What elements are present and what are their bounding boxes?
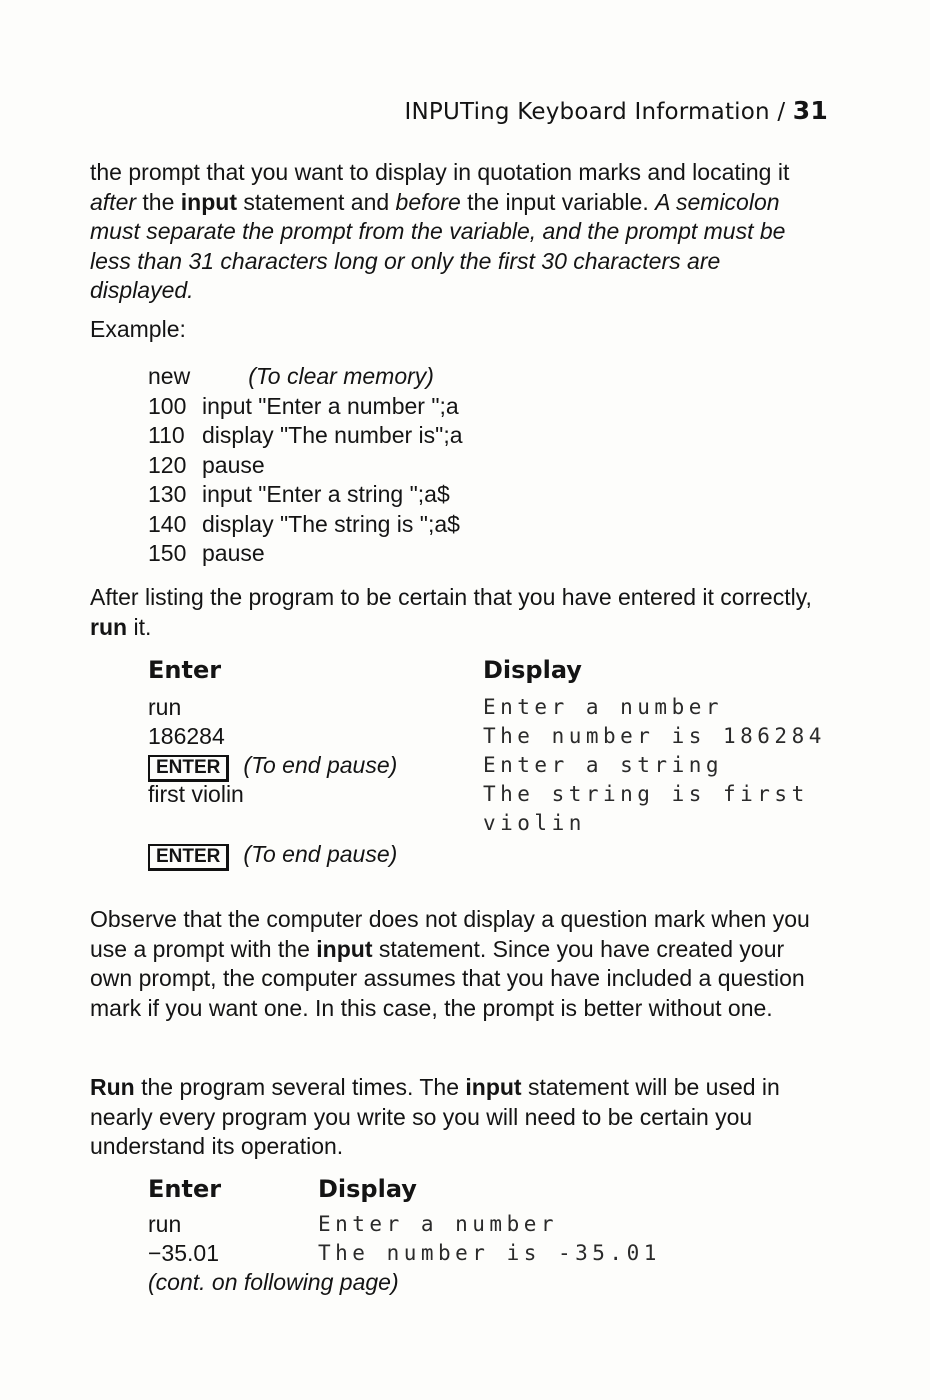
paragraph-run-program: After listing the program to be certain that you have entered it correctly, run it. xyxy=(90,584,812,640)
enter-column-header: Enter xyxy=(148,656,222,684)
display-output: violin xyxy=(483,811,586,835)
display-output: The number is 186284 xyxy=(483,724,826,748)
code-line: new (To clear memory) xyxy=(148,363,434,389)
display-output: Enter a string xyxy=(483,753,724,777)
paragraph-prompt-rules: the prompt that you want to display in quotation marks and locating it after the input statement and before the input variable. A semicolon must separate the prompt from the variable, and the prompt must be less than 31 characters long or only the first 30 characters are displayed. xyxy=(90,159,790,303)
enter-cell: run xyxy=(148,694,182,720)
code-line: 130 input "Enter a string ";a$ xyxy=(148,481,450,507)
enter-cell-key: ENTER (To end pause) xyxy=(148,752,397,782)
running-header xyxy=(405,96,828,125)
display-column-header: Display xyxy=(318,1175,417,1203)
enter-column-header: Enter xyxy=(148,1175,222,1203)
display-output: Enter a number xyxy=(318,1212,559,1236)
paragraph-run-several: Run the program several times. The input statement will be used in nearly every program you write so you will need to be certain you understand its operation. xyxy=(90,1074,780,1159)
display-output: The number is -35.01 xyxy=(318,1241,661,1265)
enter-cell: first violin xyxy=(148,781,244,807)
code-line: 150 pause xyxy=(148,540,265,566)
display-output: The string is first xyxy=(483,782,809,806)
header-title: INPUTing Keyboard Information xyxy=(404,99,770,125)
code-line: 100 input "Enter a number ";a xyxy=(148,392,459,419)
code-line: 140 display "The string is ";a$ xyxy=(148,510,460,537)
paragraph-question-mark: Observe that the computer does not display a question mark when you use a prompt with the input statement. Since you have created your own prompt, the computer assumes that you have included a question mark if you want one. In this case, the prompt is better without one. xyxy=(90,906,810,1021)
code-listing xyxy=(148,362,463,569)
code-line: 120 pause xyxy=(148,451,265,478)
example-label: Example: xyxy=(90,316,186,342)
header-separator: / xyxy=(777,99,786,125)
page-number: 31 xyxy=(792,96,828,125)
enter-cell: −35.01 xyxy=(148,1240,219,1266)
enter-cell-key: ENTER (To end pause) xyxy=(148,841,397,871)
continued-note: (cont. on following page) xyxy=(148,1269,399,1295)
enter-key-icon: ENTER xyxy=(148,844,229,871)
display-output: Enter a number xyxy=(483,695,724,719)
display-column-header: Display xyxy=(483,656,582,684)
enter-cell: 186284 xyxy=(148,723,225,749)
code-line: 110 display "The number is";a xyxy=(148,422,463,448)
enter-key-icon: ENTER xyxy=(148,755,229,782)
enter-cell: run xyxy=(148,1211,182,1237)
